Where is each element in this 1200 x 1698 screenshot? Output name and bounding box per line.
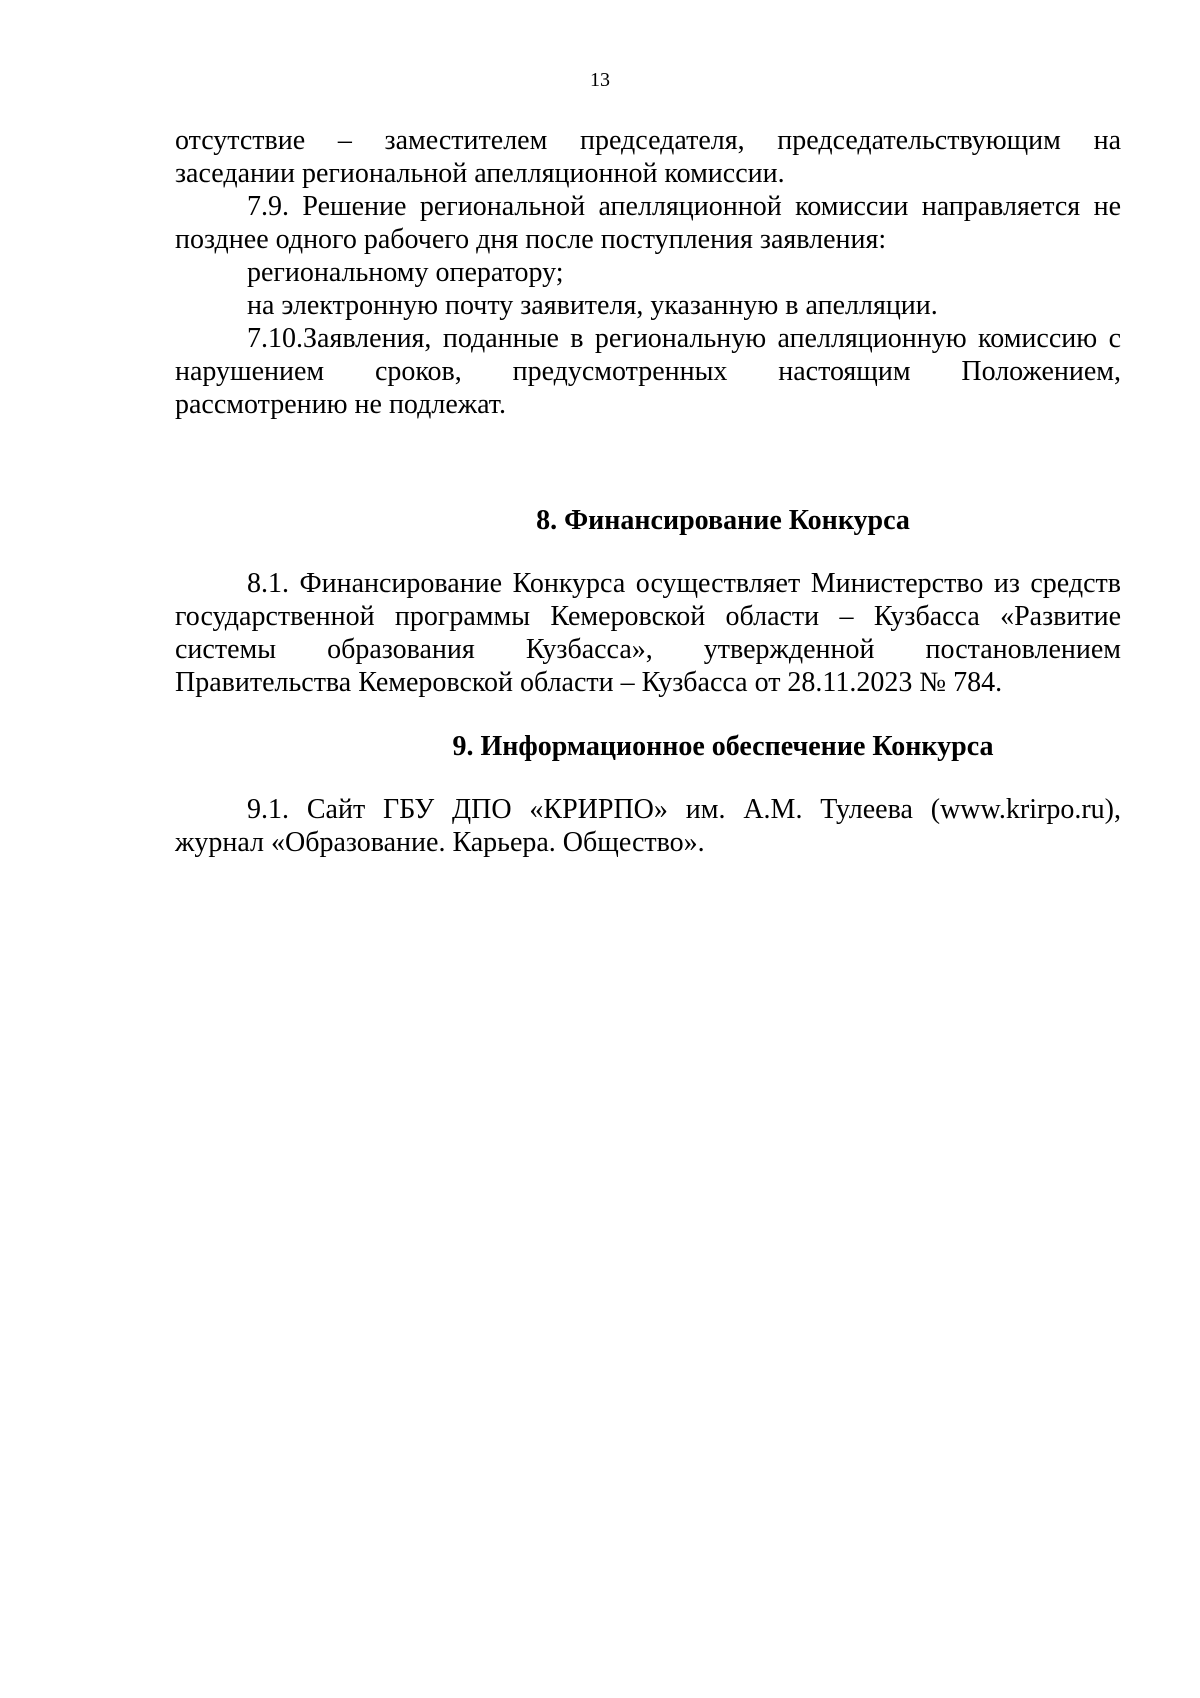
paragraph-8-1: 8.1. Финансирование Конкурса осуществляет Министерство из средств государственной программы Кемеровской области – Кузбасса «Развитие системы образования Кузбасса», утвержденной постановлением Правительства Кемеровской области – Кузбасса от 28.11.2023 № 784. [175, 568, 1121, 698]
section-8-heading: 8. Финансирование Конкурса [536, 505, 910, 536]
paragraph-7-9-item-2: на электронную почту заявителя, указанную в апелляции. [247, 290, 938, 321]
paragraph-9-1: 9.1. Сайт ГБУ ДПО «КРИРПО» им. А.М. Тулеева (www.krirpo.ru), журнал «Образование. Карьера. Общество». [175, 794, 1121, 858]
continuation-line-1: отсутствие – заместителем председателя, председательствующим на [175, 125, 1121, 156]
document-body [175, 124, 1121, 859]
paragraph-7-9: 7.9. Решение региональной апелляционной комиссии направляется не позднее одного рабочего дня после поступления заявления: [175, 191, 1121, 255]
section-9-heading: 9. Информационное обеспечение Конкурса [452, 731, 994, 762]
paragraph-7-9-item-1: региональному оператору; [247, 257, 564, 288]
paragraph-7-10: 7.10.Заявления, поданные в региональную апелляционную комиссию с нарушением сроков, предусмотренных настоящим Положением, рассмотрению не подлежат. [175, 323, 1121, 420]
page-number: 13 [590, 69, 610, 91]
continuation-line-2: заседании региональной апелляционной комиссии. [175, 158, 785, 189]
